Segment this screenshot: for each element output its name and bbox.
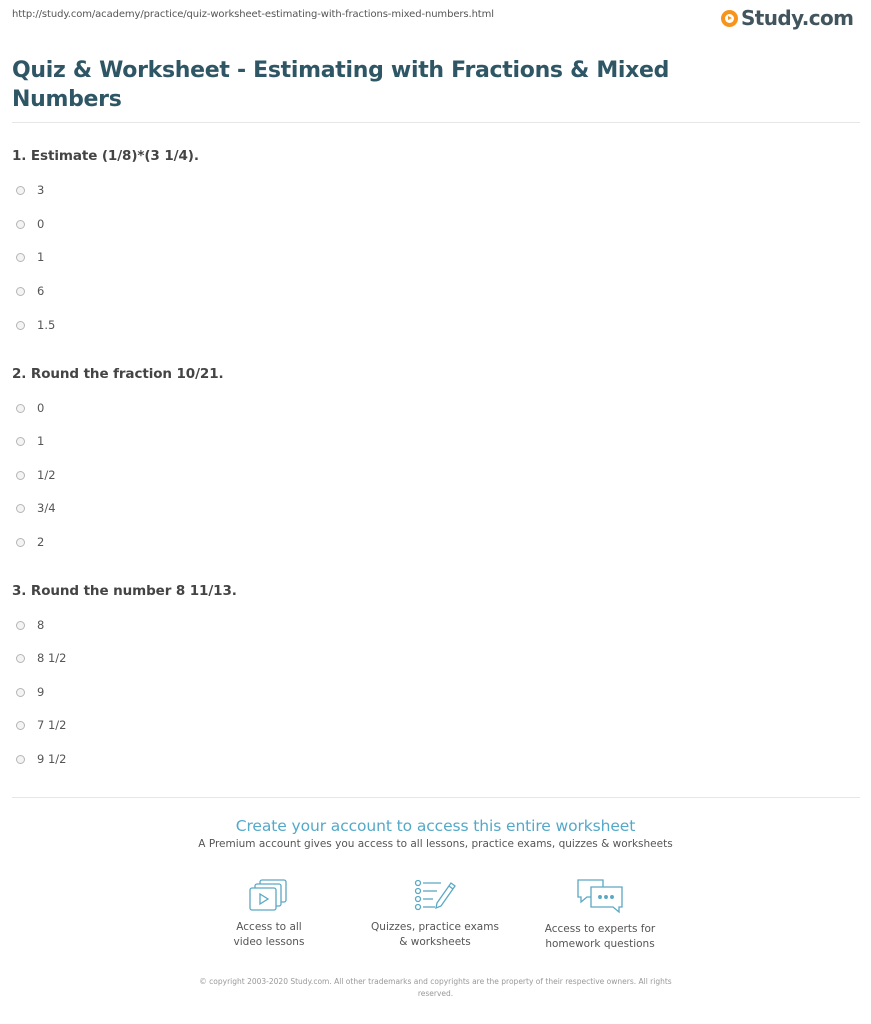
question-3 bbox=[12, 583, 237, 599]
radio-button[interactable] bbox=[16, 437, 25, 446]
feature-label-line: video lessons bbox=[233, 936, 305, 948]
cta-title[interactable]: Create your account to access this entire worksheet bbox=[235, 817, 636, 835]
feature-label-line: Access to all bbox=[236, 921, 302, 933]
radio-button[interactable] bbox=[16, 755, 25, 764]
radio-button[interactable] bbox=[16, 220, 25, 229]
feature-experts bbox=[515, 877, 685, 952]
answer-option[interactable] bbox=[16, 535, 44, 549]
copyright-line: © copyright 2003-2020 Study.com. All other trademarks and copyrights are the property of their respective owners. All rights bbox=[199, 977, 672, 986]
answer-option[interactable] bbox=[16, 718, 66, 732]
title-divider bbox=[12, 122, 860, 123]
answer-label: 7 1/2 bbox=[37, 718, 67, 732]
answer-label: 1 bbox=[37, 250, 45, 264]
feature-label-line: Quizzes, practice exams bbox=[371, 921, 499, 933]
radio-button[interactable] bbox=[16, 504, 25, 513]
radio-button[interactable] bbox=[16, 538, 25, 547]
feature-label-line: Access to experts for bbox=[544, 923, 656, 935]
radio-button[interactable] bbox=[16, 404, 25, 413]
answer-label: 0 bbox=[37, 401, 45, 415]
copyright bbox=[160, 976, 711, 1000]
radio-button[interactable] bbox=[16, 654, 25, 663]
answer-option[interactable] bbox=[16, 501, 56, 515]
answer-option[interactable] bbox=[16, 284, 44, 298]
answer-label: 8 bbox=[37, 618, 45, 632]
radio-button[interactable] bbox=[16, 621, 25, 630]
video-lessons-icon bbox=[248, 877, 290, 913]
answer-option[interactable] bbox=[16, 651, 66, 665]
quiz-divider bbox=[12, 797, 860, 798]
question-text: 2. Round the fraction 10/21. bbox=[12, 366, 224, 382]
question-1 bbox=[12, 148, 199, 164]
logo-text: Study.com bbox=[741, 6, 854, 30]
radio-button[interactable] bbox=[16, 253, 25, 262]
answer-label: 2 bbox=[37, 535, 45, 549]
answer-option[interactable] bbox=[16, 318, 55, 332]
radio-button[interactable] bbox=[16, 287, 25, 296]
answer-option[interactable] bbox=[16, 250, 44, 264]
answer-label: 9 1/2 bbox=[37, 752, 67, 766]
copyright-line: reserved. bbox=[417, 989, 454, 998]
answer-label: 1.5 bbox=[37, 318, 56, 332]
page-url: http://study.com/academy/practice/quiz-worksheet-estimating-with-fractions-mixed-numbers.html bbox=[12, 9, 494, 20]
radio-button[interactable] bbox=[16, 321, 25, 330]
radio-button[interactable] bbox=[16, 688, 25, 697]
radio-button[interactable] bbox=[16, 721, 25, 730]
study-play-logo-icon bbox=[721, 10, 738, 27]
study-logo[interactable] bbox=[721, 6, 853, 30]
quiz-worksheet-icon bbox=[413, 877, 457, 913]
question-2 bbox=[12, 366, 224, 382]
answer-label: 0 bbox=[37, 217, 45, 231]
answer-label: 8 1/2 bbox=[37, 651, 67, 665]
answer-option[interactable] bbox=[16, 685, 44, 699]
radio-button[interactable] bbox=[16, 471, 25, 480]
answer-label: 3/4 bbox=[37, 501, 56, 515]
answer-label: 6 bbox=[37, 284, 45, 298]
answer-option[interactable] bbox=[16, 401, 44, 415]
answer-option[interactable] bbox=[16, 217, 44, 231]
feature-video-lessons bbox=[184, 877, 354, 950]
page-title: Quiz & Worksheet - Estimating with Fractions & Mixed Numbers bbox=[12, 58, 670, 112]
radio-button[interactable] bbox=[16, 186, 25, 195]
question-text: 3. Round the number 8 11/13. bbox=[12, 583, 237, 599]
feature-quizzes bbox=[350, 877, 520, 950]
answer-label: 3 bbox=[37, 183, 45, 197]
cta-subtitle: A Premium account gives you access to all lessons, practice exams, quizzes & worksheets bbox=[198, 838, 673, 850]
answer-label: 9 bbox=[37, 685, 45, 699]
expert-chat-icon bbox=[575, 877, 625, 915]
answer-option[interactable] bbox=[16, 434, 44, 448]
answer-label: 1 bbox=[37, 434, 45, 448]
answer-option[interactable] bbox=[16, 752, 66, 766]
answer-label: 1/2 bbox=[37, 468, 56, 482]
question-text: 1. Estimate (1/8)*(3 1/4). bbox=[12, 148, 199, 164]
answer-option[interactable] bbox=[16, 618, 44, 632]
feature-label-line: homework questions bbox=[545, 938, 655, 950]
answer-option[interactable] bbox=[16, 183, 44, 197]
answer-option[interactable] bbox=[16, 468, 56, 482]
feature-label-line: & worksheets bbox=[399, 936, 471, 948]
